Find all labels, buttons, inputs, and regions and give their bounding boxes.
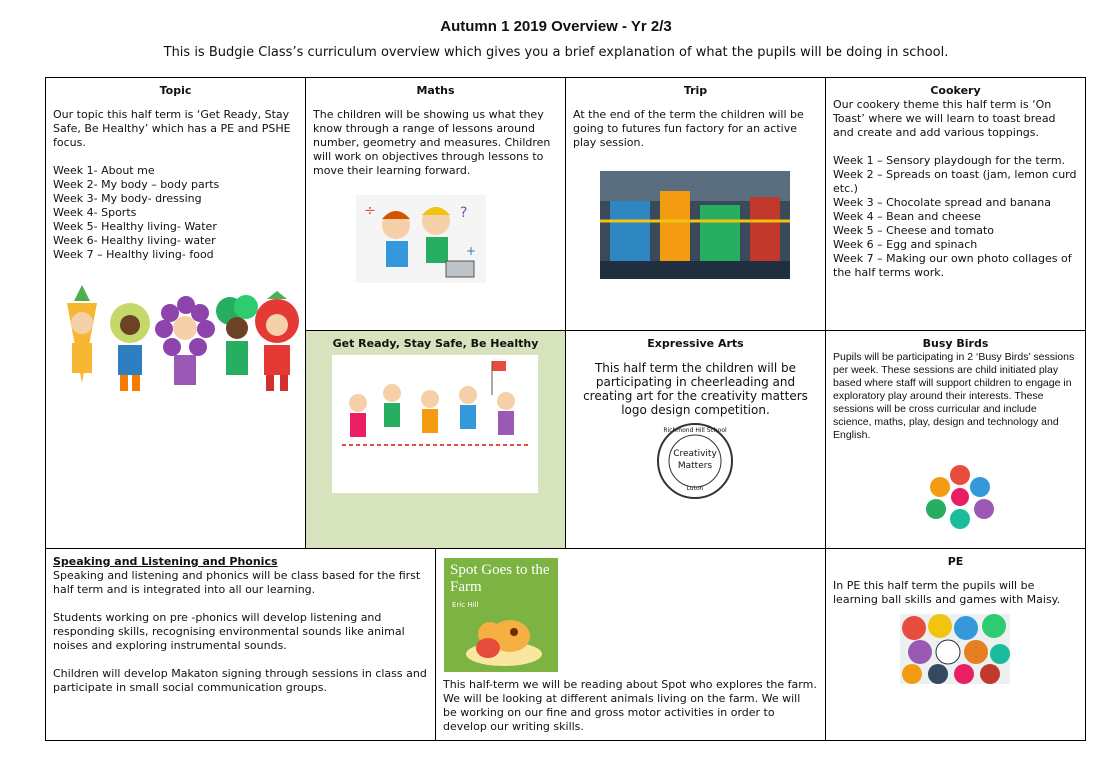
centre-cell — [305, 330, 566, 549]
busy-birds-text: Pupils will be participating in 2 ‘Busy Birds’ sessions per week. These sessions are child initiated play based where staff will support children to engage in exploratory play around their interests. These sessions will be cross curricular and include science, maths, play, design and technology and English. — [833, 351, 1075, 441]
arts-cell — [565, 330, 826, 549]
cookery-text: Our cookery theme this half term is ‘On Toast’ where we will learn to toast bread and create and add various toppings. Week 1 – Sensory playdough for the term. Week 2 – Spreads on toast (jam, lemon curd etc.) Week 3 – Chocolate spread and banana Week 4 – Bean and cheese Week 5 – Cheese and tomato Week 6 – Egg and spinach Week 7 – Making our own photo collages of the half terms work. — [833, 98, 1077, 279]
cookery-heading: Cookery — [930, 84, 981, 97]
arts-heading: Expressive Arts — [647, 337, 744, 350]
svg-text:÷: ÷ — [364, 203, 376, 219]
pe-cell — [825, 548, 1086, 741]
topic-heading: Topic — [159, 84, 192, 97]
logo-bottom-text: Luton — [686, 485, 704, 492]
maths-text: The children will be showing us what they know through a range of lessons around number, geometry and measures. Children will work on objectives through lessons to move their learning forward. — [313, 108, 551, 177]
logo-mid-text-2: Matters — [677, 461, 713, 471]
children-running-illustration — [332, 355, 538, 493]
trip-text: At the end of the term the children will be going to futures fun factory for an active play session. — [573, 108, 804, 149]
carrot-child — [67, 285, 97, 383]
logo-top-text: Richmond Hill School — [663, 427, 727, 434]
maths-heading: Maths — [416, 84, 455, 97]
busy-birds-cell — [825, 330, 1086, 549]
pe-text: In PE this half term the pupils will be learning ball skills and games with Maisy. — [833, 579, 1061, 606]
fruit-children-illustration — [52, 283, 302, 398]
apple-child — [110, 303, 150, 391]
topic-weeks: Week 1- About me Week 2- My body – body parts Week 3- My body- dressing Week 4- Sports Week 5- Healthy living- Water Week 6- Healthy living- water Week 7 – Healthy living- food — [53, 164, 220, 261]
topic-cell — [45, 77, 306, 549]
page-subtitle: This is Budgie Class’s curriculum overview which gives you a brief explanation of what the pupils will be doing in school. — [163, 45, 949, 60]
page-title: Autumn 1 2019 Overview - Yr 2/3 — [440, 18, 672, 35]
busy-birds-heading: Busy Birds — [922, 337, 989, 350]
logo-mid-text-1: Creativity — [673, 449, 717, 459]
centre-heading: Get Ready, Stay Safe, Be Healthy — [332, 337, 539, 350]
trip-heading: Trip — [683, 84, 708, 97]
maths-cell — [305, 77, 566, 331]
tomato-child — [255, 291, 299, 391]
maths-children-illustration — [356, 195, 486, 283]
speaking-cell — [45, 548, 436, 741]
topic-intro: Our topic this half term is ‘Get Ready, Stay Safe, Be Healthy’ which has a PE and PSHE focus. — [53, 108, 291, 149]
arts-text: This half term the children will be participating in cheerleading and creating art for the creativity matters logo design competition. — [583, 361, 808, 417]
cookery-cell — [825, 77, 1086, 331]
pe-heading: PE — [947, 555, 964, 568]
spot-dog-icon — [464, 610, 544, 668]
spot-text: This half-term we will be reading about Spot who explores the farm. We will be looking at different animals living on the farm. We will be working on our fine and gross motor activities in order to develop our writing skills. — [443, 678, 817, 733]
speaking-text: Speaking and listening and phonics will be class based for the first half term and is integrated into all our learning. Students working on pre -phonics will develop listening and responding skills, recognising environmental sounds like animal noises and exploring instrumental sounds. Children will develop Makaton signing through sessions in class and participate in small social communication groups. — [53, 569, 427, 694]
book-author: Eric Hill — [452, 601, 479, 609]
svg-text:?: ? — [460, 205, 468, 221]
svg-text:+: + — [466, 244, 477, 258]
play-centre-photo — [600, 171, 790, 279]
broccoli-child — [216, 295, 258, 375]
speaking-heading: Speaking and Listening and Phonics — [53, 555, 278, 568]
trip-cell — [565, 77, 826, 331]
creativity-matters-logo — [655, 421, 735, 501]
spot-cell — [435, 548, 826, 741]
grapes-child — [155, 296, 215, 385]
spot-book-cover — [444, 558, 558, 672]
book-title: Spot Goes to the Farm — [450, 562, 550, 595]
handprints-illustration — [922, 461, 998, 533]
balls-photo — [900, 614, 1010, 684]
